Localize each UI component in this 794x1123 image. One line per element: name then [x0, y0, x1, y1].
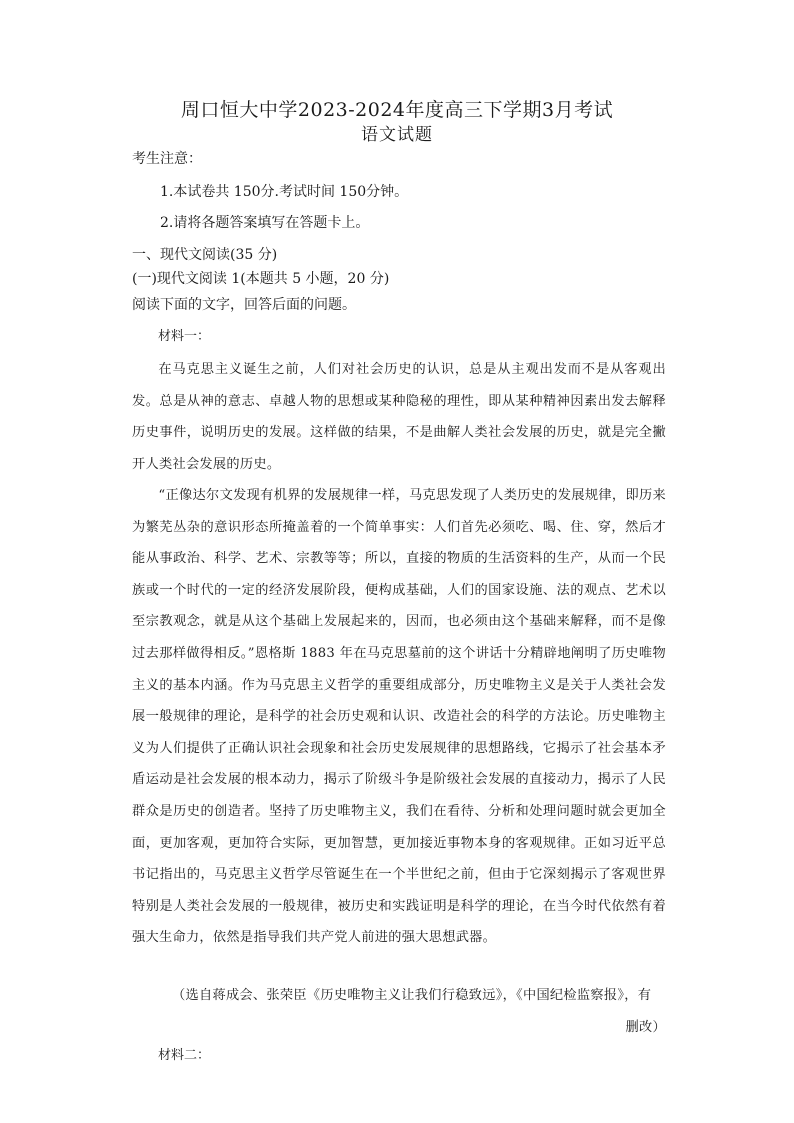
material-1-paragraph-2: “正像达尔文发现有机界的发展规律一样，马克思发现了人类历史的发展规律，即历来为繁芜丛杂的意识形态所掩盖着的一个简单事实：人们首先必须吃、喝、住、穿，然后才能从事政治、科学、艺术、宗教等等；所以，直接的物质的生活资料的生产，从而一个民族或一个时代的一定的经济发展阶段，便构成基础，人们的国家设施、法的观点、艺术以至宗教观念，就是从这个基础上发展起来的，因而，也必须由这个基础来解释，而不是像过去那样做得相反。”恩格斯 1883 年在马克思墓前的这个讲话十分精辟地阐明了历史唯物主义的基本内涵。作为马克思主义哲学的重要组成部分，历史唯物主义是关于人类社会发展一般规律的理论，是科学的社会历史观和认识、改造社会的科学的方法论。历史唯物主义为人们提供了正确认识社会现象和社会历史发展规律的思想路线，它揭示了社会基本矛盾运动是社会发展的根本动力，揭示了阶级斗争是阶级社会发展的直接动力，揭示了人民群众是历史的创造者。坚持了历史唯物主义，我们在看待、分析和处理问题时就会更加全面，更加客观，更加符合实际，更加智慧，更加接近事物本身的客观规律。正如习近平总书记指出的，马克思主义哲学尽管诞生在一个半世纪之前，但由于它深刻揭示了客观世界特别是人类社会发展的一般规律，被历史和实践证明是科学的理论，在当今时代依然有着强大生命力，依然是指导我们共产党人前进的强大思想武器。 — [132, 488, 666, 946]
material-1-label: 材料一： — [158, 329, 211, 344]
reading-instruction: 阅读下面的文字，回答后面的问题。 — [132, 297, 356, 313]
material-2-label: 材料二： — [158, 1048, 211, 1063]
source-line-1: （选自蒋成会、张荣臣《历史唯物主义让我们行稳致远》，《中国纪检监察报》，有 — [172, 988, 652, 1003]
exam-subtitle: 语文试题 — [361, 125, 433, 145]
material-1-paragraph-1: 在马克思主义诞生之前，人们对社会历史的认识，总是从主观出发而不是从客观出发。总是从神的意志、卓越人物的思想或某种隐秘的理性，即从某种精神因素出发去解释历史事件，说明历史的发展。这样做的结果，不是曲解人类社会发展的历史，就是完全撇开人类社会发展的历史。 — [132, 362, 666, 472]
notice-item-1: 1.本试卷共 150分.考试时间 150分钟。 — [160, 184, 409, 200]
notice-heading: 考生注意： — [132, 151, 202, 167]
notice-item-2: 2.请将各题答案填写在答题卡上。 — [160, 215, 370, 231]
source-line-2: 删改） — [625, 1019, 666, 1035]
exam-title: 周口恒大中学2023-2024年度高三下学期3月考试 — [180, 99, 614, 121]
material-1-source — [132, 980, 666, 1043]
section-heading: 一、现代文阅读(35 分) — [132, 247, 278, 263]
subsection-heading: (一)现代文阅读 1(本题共 5 小题，20 分) — [132, 271, 390, 287]
